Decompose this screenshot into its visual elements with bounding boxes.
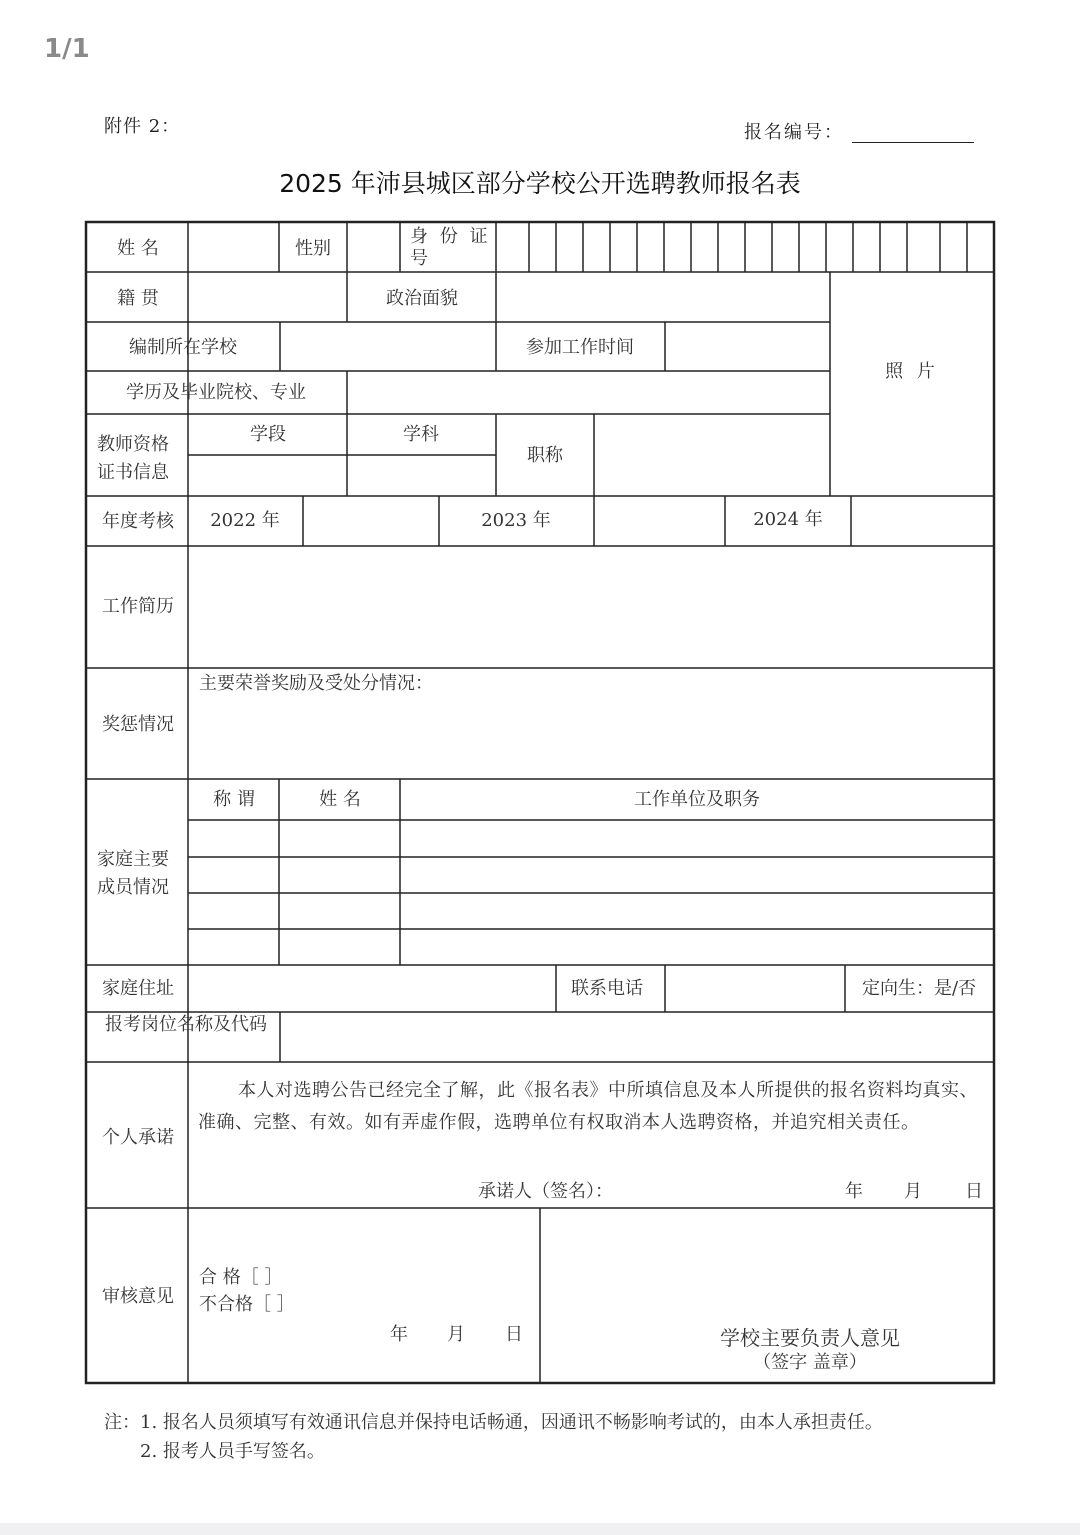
- attachment-label: 附件 2：: [104, 116, 181, 137]
- label-gender: 性别: [295, 238, 331, 259]
- sign-seal: （签字 盖章）: [753, 1352, 867, 1373]
- label-subject: 学科: [403, 424, 439, 445]
- label-family: 家庭主要成员情况: [97, 849, 169, 898]
- pledge-month: 月: [904, 1181, 922, 1202]
- label-stage: 学段: [250, 424, 286, 445]
- label-phone: 联系电话: [571, 978, 643, 999]
- label-cert-info: 教师资格证书信息: [97, 434, 169, 483]
- label-name: 姓 名: [117, 238, 159, 259]
- label-work-history: 工作简历: [102, 596, 174, 617]
- pledge-year: 年: [845, 1181, 863, 1202]
- label-political-status: 政治面貌: [386, 288, 458, 309]
- label-school-of-record: 编制所在学校: [129, 337, 237, 358]
- label-position-applied: 报考岗位名称及代码: [105, 1014, 267, 1035]
- header-employer-position: 工作单位及职务: [634, 789, 760, 810]
- note-2: 2. 报考人员手写签名。: [140, 1441, 325, 1462]
- notes: [104, 1408, 883, 1466]
- label-year-2022: 2022 年: [210, 510, 280, 531]
- unqualified-option[interactable]: 不合格［ ］: [199, 1294, 295, 1315]
- rewards-hint: 主要荣誉奖励及受处分情况：: [199, 673, 433, 694]
- page-indicator: 1/1: [44, 34, 90, 64]
- pledge-text: 本人对选聘公告已经完全了解，此《报名表》中所填信息及本人所提供的报名资料均真实、准确、完整、有效。如有弄虚作假，选聘单位有权取消本人选聘资格，并追究相关责任。: [198, 1080, 978, 1133]
- form-title: 2025 年沛县城区部分学校公开选聘教师报名表: [279, 169, 801, 198]
- label-pledge: 个人承诺: [102, 1127, 174, 1148]
- label-native-place: 籍 贯: [117, 288, 159, 309]
- label-id-card: 身 份 证 号: [410, 226, 491, 269]
- review-year: 年: [390, 1324, 408, 1345]
- label-year-2024: 2024 年: [753, 509, 823, 530]
- label-home-address: 家庭住址: [102, 978, 174, 999]
- viewer-bottom-bar: [0, 1523, 1080, 1535]
- label-work-start-time: 参加工作时间: [526, 337, 634, 358]
- note-1: 注：1. 报名人员须填写有效通讯信息并保持电话畅通，因通讯不畅影响考试的，由本人承担责任。: [104, 1412, 883, 1433]
- review-day: 日: [505, 1324, 523, 1345]
- label-targeted: 定向生：是/否: [861, 978, 977, 999]
- label-review: 审核意见: [102, 1286, 174, 1307]
- label-year-2023: 2023 年: [481, 510, 551, 531]
- pledge-day: 日: [965, 1181, 983, 1202]
- qualified-option[interactable]: 合 格［ ］: [199, 1267, 283, 1288]
- label-education: 学历及毕业院校、专业: [126, 382, 306, 403]
- header-member-name: 姓 名: [319, 789, 361, 810]
- registration-number-label: 报名编号：: [744, 122, 844, 143]
- label-rewards: 奖惩情况: [102, 714, 174, 735]
- review-month: 月: [447, 1324, 465, 1345]
- label-photo: 照 片: [885, 361, 939, 382]
- header-relation: 称 谓: [213, 789, 255, 810]
- label-annual-review: 年度考核: [102, 511, 174, 532]
- label-title-rank: 职称: [527, 445, 563, 466]
- pledger-sign-label: 承诺人（签名）：: [478, 1181, 613, 1202]
- principal-opinion: 学校主要负责人意见: [720, 1326, 900, 1350]
